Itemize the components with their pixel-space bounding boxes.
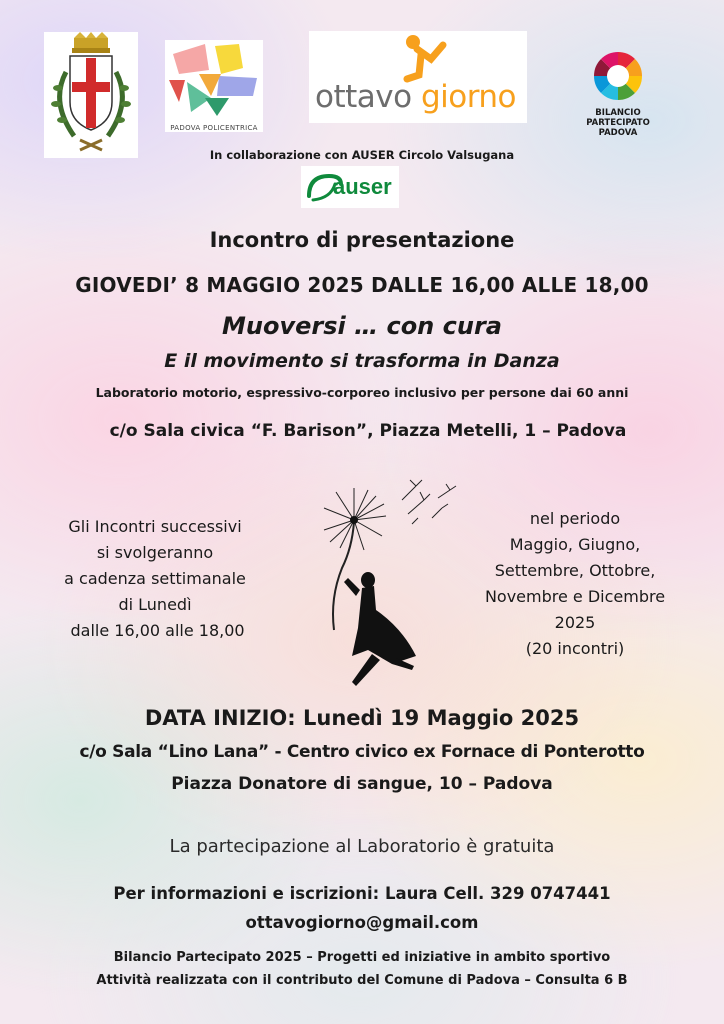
heading: Incontro di presentazione — [209, 228, 515, 252]
start-date-value: Lunedì 19 Maggio 2025 — [303, 706, 580, 730]
first-location: c/o Sala civica “F. Barison”, Piazza Metelli, 1 – Padova — [109, 421, 627, 441]
start-date — [0, 706, 724, 730]
ottavo-giorno-figure-icon — [399, 33, 447, 83]
dancer-with-dandelion-illustration — [312, 478, 470, 690]
auser-text: auser — [333, 174, 392, 199]
schedule-left — [40, 514, 270, 644]
padova-coat-of-arms-logo — [44, 32, 138, 158]
schedule-right-line: nel periodo — [529, 509, 621, 528]
schedule-left-line: di Lunedì — [118, 595, 192, 614]
giorno-text: giorno — [420, 79, 517, 115]
contact-email[interactable]: ottavogiorno@gmail.com — [245, 913, 479, 932]
coat-of-arms-icon — [44, 32, 138, 158]
schedule-left-line: a cadenza settimanale — [64, 569, 246, 588]
policentrica-shapes-icon — [165, 40, 263, 118]
free-participation: La partecipazione al Laboratorio è gratuita — [169, 836, 555, 857]
schedule-left-line: si svolgeranno — [96, 543, 214, 562]
bilancio-line3: PADOVA — [598, 128, 638, 138]
bilancio-line1: BILANCIO — [595, 108, 641, 118]
schedule-right-line: Settembre, Ottobre, — [494, 561, 656, 580]
footer-line-1: Bilancio Partecipato 2025 – Progetti ed iniziative in ambito sportivo — [113, 950, 611, 965]
ottavo-giorno-logo — [309, 31, 527, 123]
policentrica-label: PADOVA POLICENTRICA — [170, 124, 258, 132]
bilancio-line2: PARTECIPATO — [586, 118, 650, 128]
auser-logo — [301, 166, 399, 208]
schedule-right-line: (20 incontri) — [525, 639, 625, 658]
schedule-right-line: 2025 — [554, 613, 596, 632]
event-subtitle: E il movimento si trasforma in Danza — [164, 350, 560, 372]
start-date-label: DATA INIZIO: — [144, 706, 303, 730]
padova-policentrica-logo — [165, 40, 263, 132]
schedule-left-line: dalle 16,00 alle 18,00 — [65, 621, 245, 640]
schedule-right-line: Novembre e Dicembre — [484, 587, 666, 606]
venue-line-2: Piazza Donatore di sangue, 10 – Padova — [171, 774, 553, 794]
venue-line-1: c/o Sala “Lino Lana” - Centro civico ex Fornace di Ponterotto — [79, 742, 645, 762]
event-title: Muoversi … con cura — [222, 312, 502, 340]
schedule-left-line: Gli Incontri successivi — [68, 517, 242, 536]
schedule-right-line: Maggio, Giugno, — [509, 535, 641, 554]
date-line: GIOVEDI’ 8 MAGGIO 2025 DALLE 16,00 ALLE 18,00 — [75, 273, 649, 297]
ottavo-text: ottavo — [315, 79, 421, 115]
info-contact: Per informazioni e iscrizioni: Laura Cell. 329 0747441 — [113, 884, 611, 903]
collaboration-text: In collaborazione con AUSER Circolo Valsugana — [209, 148, 515, 162]
event-description: Laboratorio motorio, espressivo-corporeo inclusivo per persone dai 60 anni — [95, 385, 629, 400]
bilancio-partecipato-logo — [578, 50, 658, 138]
footer-line-2: Attività realizzata con il contributo del Comune di Padova – Consulta 6 B — [96, 973, 628, 988]
schedule-right — [460, 506, 690, 662]
bilancio-wheel-icon — [592, 50, 644, 102]
